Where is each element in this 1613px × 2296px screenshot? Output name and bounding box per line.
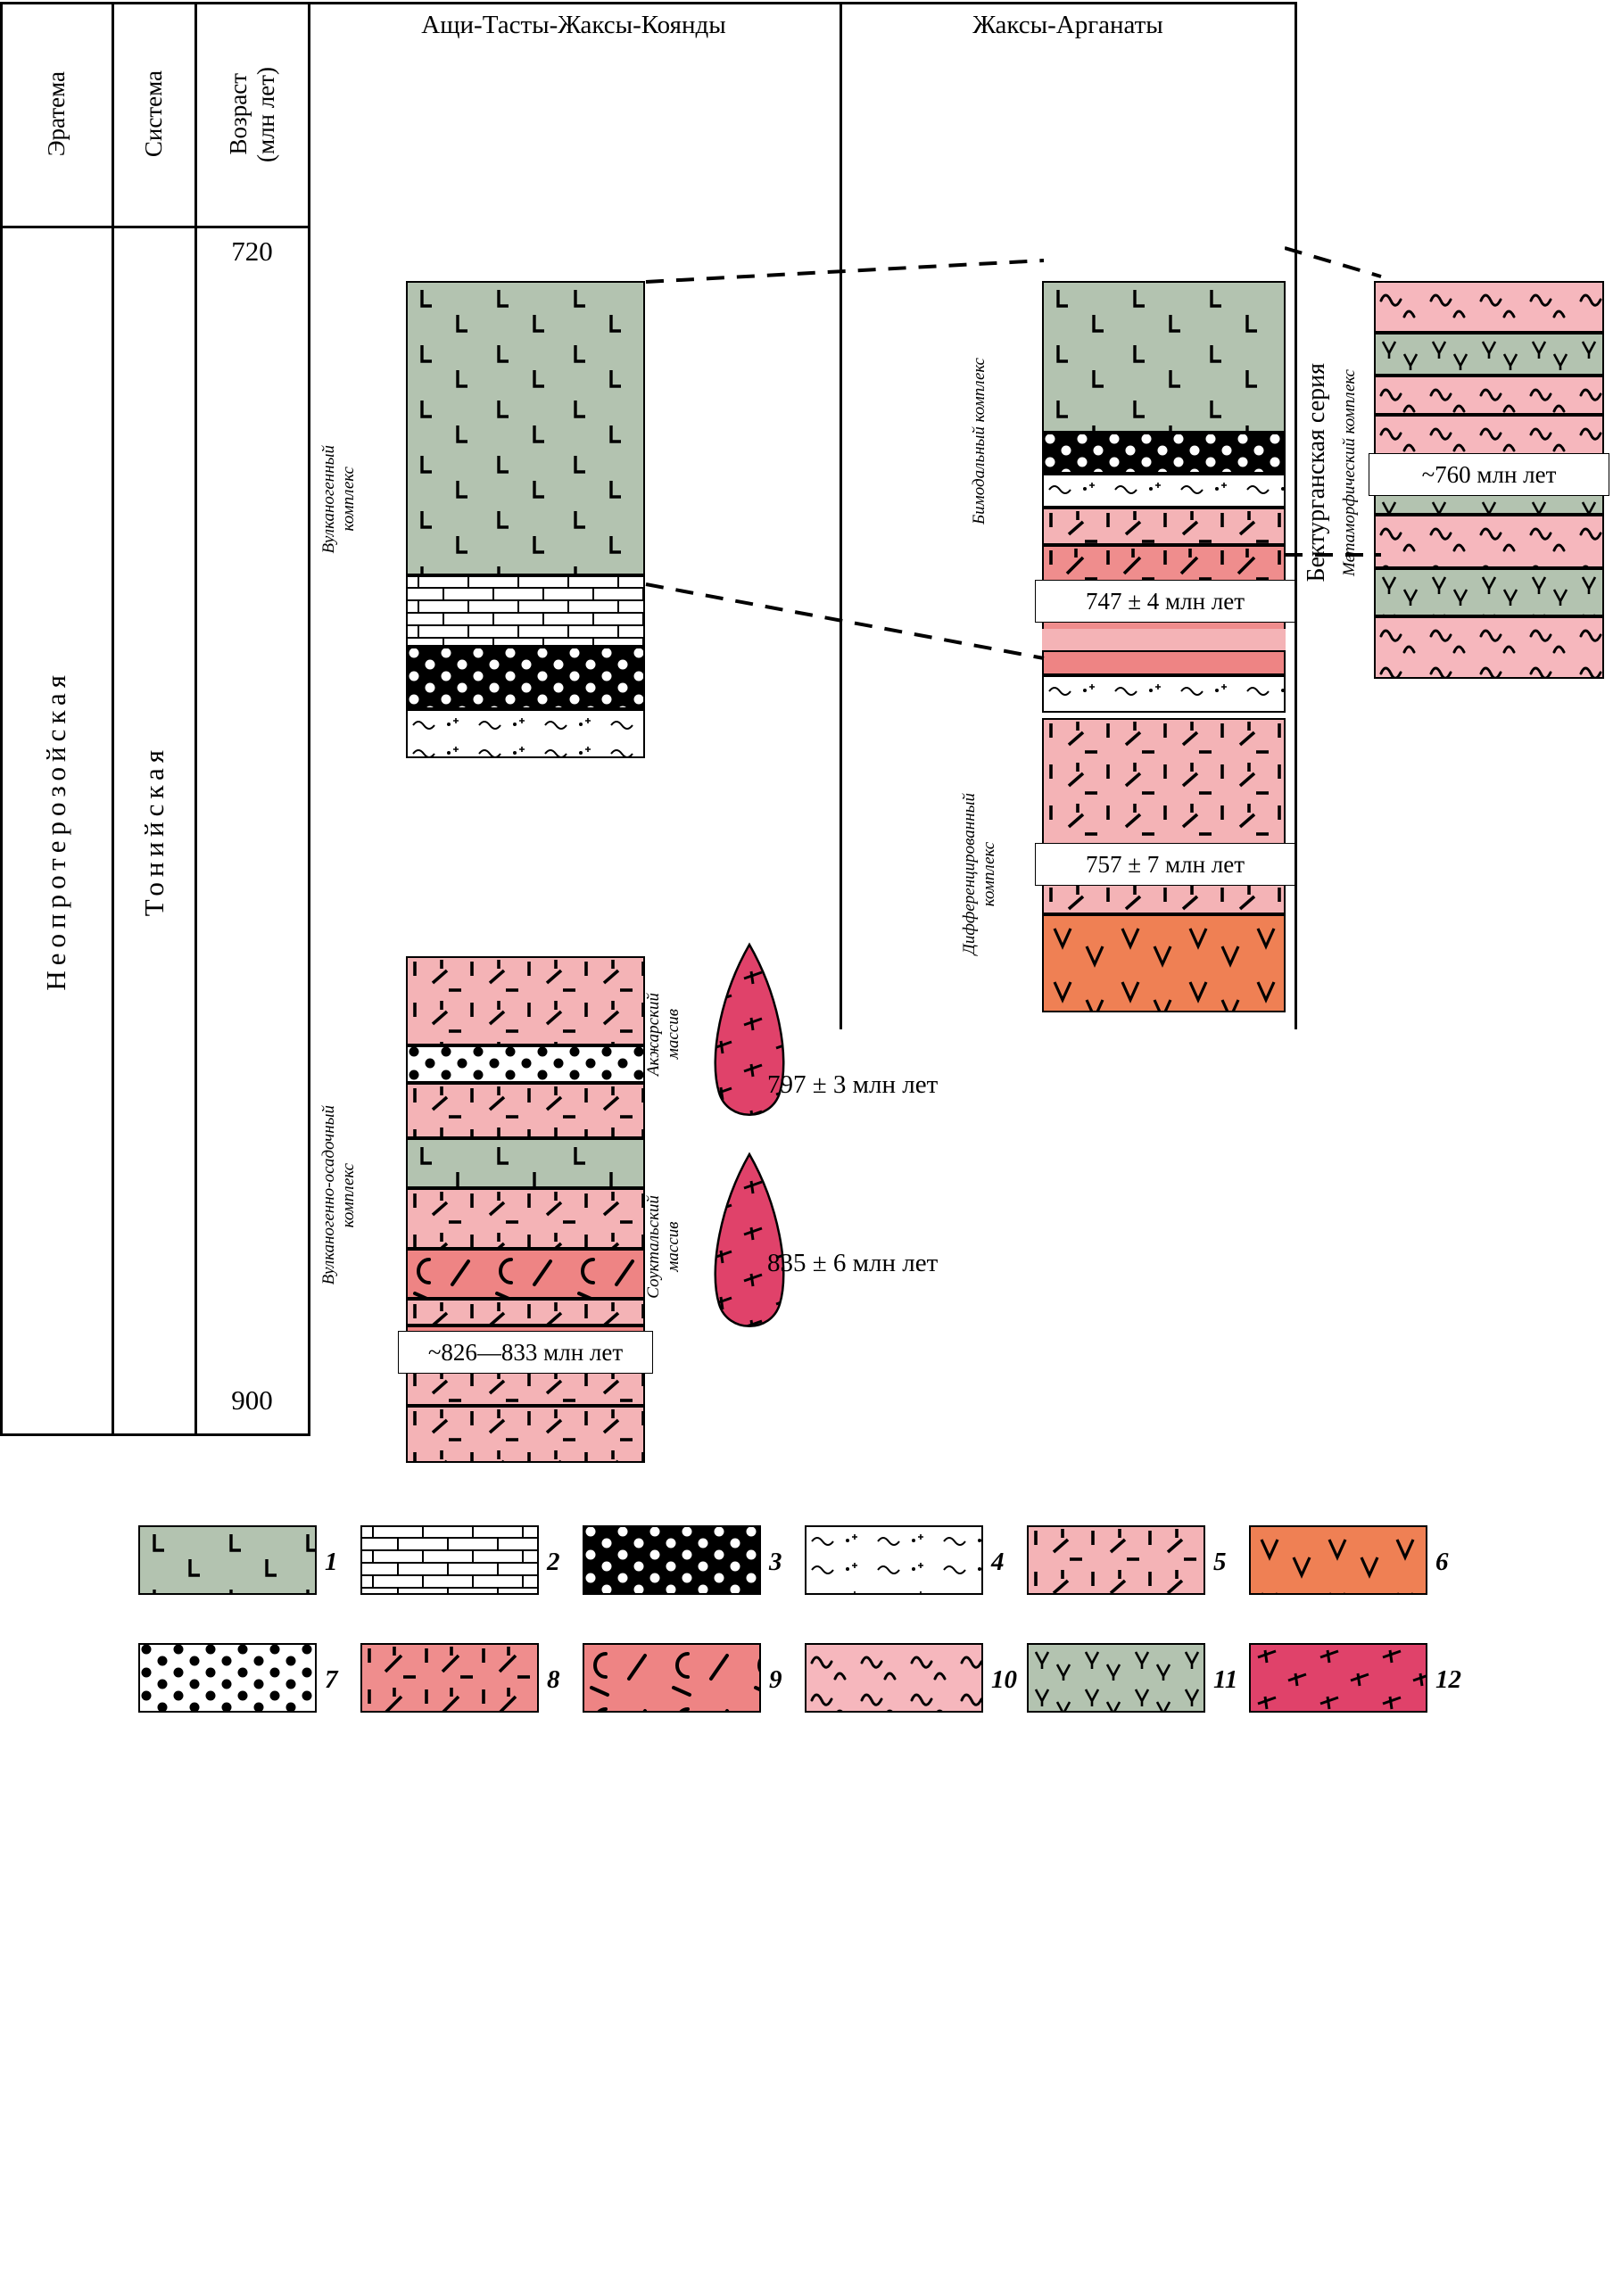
legend-num-6: 6 — [1435, 1548, 1449, 1576]
label-bekturgan-complex: Метаморфический комплекс — [1340, 369, 1360, 576]
header-erathem: Эратема — [42, 71, 70, 157]
column-volcanogenic-seg-bwdots — [406, 647, 645, 709]
bekturgan-b7 — [1374, 568, 1604, 616]
column-volcsed-s5 — [406, 1188, 645, 1249]
value-system: Тонийская — [137, 744, 170, 917]
legend-num-12: 12 — [1435, 1665, 1461, 1694]
legend-num-8: 8 — [547, 1665, 560, 1694]
region-label-1: Ащи-Тасты-Жаксы-Коянды — [421, 10, 726, 39]
legend-swatch-10 — [805, 1643, 983, 1713]
legend-swatch-1 — [138, 1525, 317, 1595]
label-souktal: Соуктальский массив — [644, 1194, 682, 1299]
label-differentiated: Дифференцированный комплекс — [960, 793, 998, 955]
header-system: Система — [140, 70, 167, 158]
legend-num-9: 9 — [769, 1665, 782, 1694]
column-volcsed-s4-green — [406, 1138, 645, 1188]
date-souktal: 835 ± 6 млн лет — [767, 1249, 939, 1277]
bekturgan-b6 — [1374, 515, 1604, 568]
legend-swatch-6 — [1249, 1525, 1427, 1595]
legend-swatch-4 — [805, 1525, 983, 1595]
legend-swatch-2 — [360, 1525, 539, 1595]
legend-num-3: 3 — [769, 1548, 782, 1576]
header-age: Возраст — [224, 73, 252, 155]
column-volcsed-s10 — [406, 1406, 645, 1463]
legend-num-7: 7 — [325, 1665, 338, 1694]
legend-swatch-5 — [1027, 1525, 1205, 1595]
correlation-lines — [625, 250, 1071, 669]
frame-col3 — [308, 2, 310, 1436]
column-volcanogenic-seg-brick — [406, 575, 645, 647]
column-volcsed-s1 — [406, 956, 645, 1045]
column-volcsed-s6-salmon — [406, 1249, 645, 1299]
legend-swatch-9 — [583, 1643, 761, 1713]
legend-num-1: 1 — [325, 1548, 338, 1576]
date-bekturgan: ~760 млн лет — [1369, 453, 1609, 496]
header-age-units: (млн лет) — [252, 66, 279, 162]
column-volcanogenic-seg-green — [406, 281, 645, 575]
column-bimodal-s7-salmon — [1042, 650, 1286, 675]
label-bimodal: Бимодальный комплекс — [970, 358, 989, 525]
column-bimodal-s2-bwdots — [1042, 433, 1286, 474]
legend-num-11: 11 — [1213, 1665, 1238, 1694]
legend-swatch-8 — [360, 1643, 539, 1713]
date-akzhar: 797 ± 3 млн лет — [767, 1070, 939, 1099]
label-bekturgan-series: Бектурганская серия — [1303, 363, 1330, 582]
date-differentiated: 757 ± 7 млн лет — [1035, 843, 1295, 886]
region-label-2: Жаксы-Арганаты — [972, 10, 1163, 39]
frame-bottom — [0, 1433, 310, 1436]
column-volcsed-s3 — [406, 1083, 645, 1138]
column-bimodal-s3-squiggle — [1042, 474, 1286, 508]
date-volcano-sedimentary: ~826—833 млн лет — [398, 1331, 653, 1374]
date-bimodal: 747 ± 4 млн лет — [1035, 580, 1295, 623]
column-bimodal-s8-squiggle — [1042, 675, 1286, 713]
correlation-lines-right — [1285, 241, 1392, 562]
legend-num-10: 10 — [991, 1665, 1017, 1694]
label-volcano-sedimentary: Вулканогенно-осадочный комплекс — [319, 1105, 358, 1285]
column-differentiated-orange — [1042, 914, 1286, 1012]
legend-num-2: 2 — [547, 1548, 560, 1576]
intrusion-souktal-shape — [705, 1151, 794, 1340]
age-bottom: 900 — [231, 1384, 273, 1416]
bekturgan-b3 — [1374, 376, 1604, 415]
legend-swatch-12 — [1249, 1643, 1427, 1713]
label-volcanogenic: Вулканогенный комплекс — [319, 445, 358, 554]
legend-swatch-3 — [583, 1525, 761, 1595]
legend-num-5: 5 — [1213, 1548, 1227, 1576]
legend-swatch-11 — [1027, 1643, 1205, 1713]
age-top: 720 — [231, 235, 273, 267]
label-akzhar: Акжарский массив — [644, 993, 682, 1077]
legend-num-4: 4 — [991, 1548, 1005, 1576]
bekturgan-b1 — [1374, 281, 1604, 333]
value-erathem: Неопротерозойская — [40, 670, 71, 991]
column-volcanogenic-seg-squiggle — [406, 709, 645, 758]
column-bimodal-s4-pink — [1042, 508, 1286, 545]
bekturgan-b4 — [1374, 415, 1604, 456]
column-volcsed-s2-dots — [406, 1045, 645, 1083]
column-bimodal-s1-green — [1042, 281, 1286, 433]
bekturgan-b8 — [1374, 616, 1604, 679]
bekturgan-b2 — [1374, 333, 1604, 376]
legend-swatch-7 — [138, 1643, 317, 1713]
intrusion-akzhar-shape — [705, 941, 794, 1128]
column-volcsed-s7 — [406, 1299, 645, 1326]
